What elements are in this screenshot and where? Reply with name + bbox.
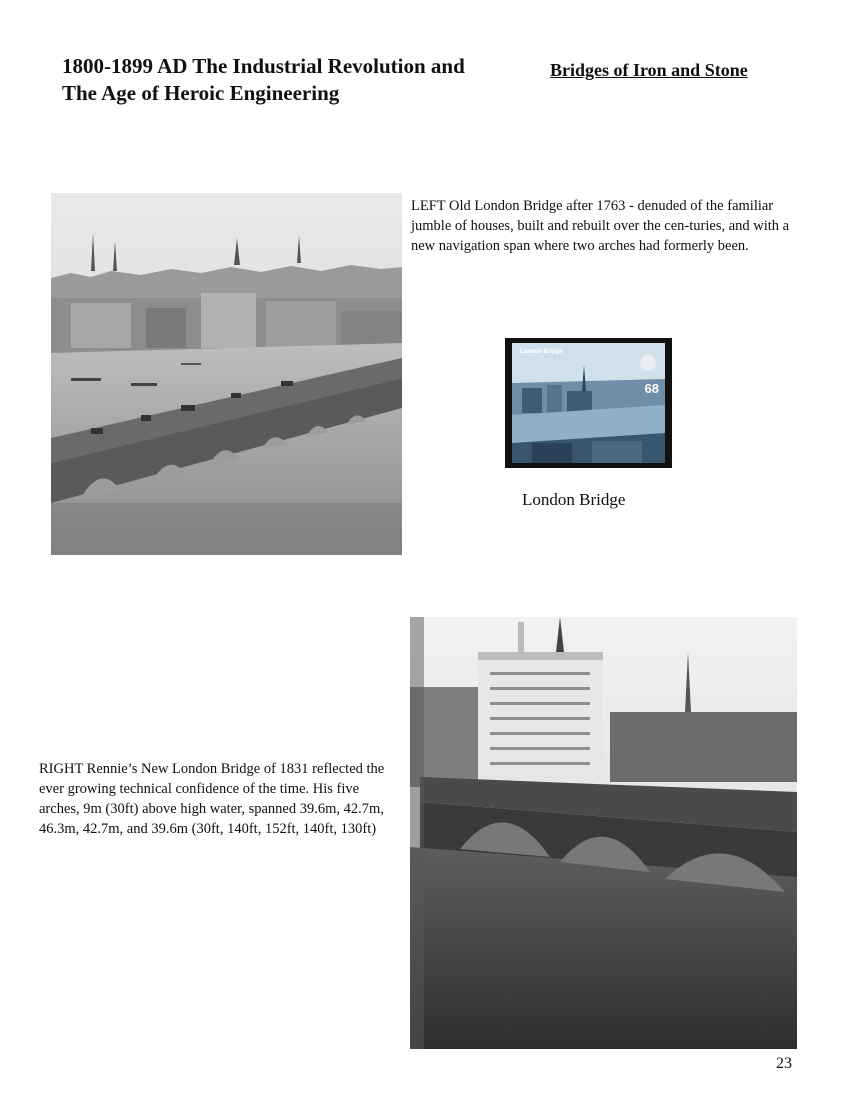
old-london-bridge-image <box>51 193 402 555</box>
title-line-2: The Age of Heroic Engineering <box>62 81 340 105</box>
page-title <box>62 53 522 107</box>
title-line-1: 1800-1899 AD The Industrial Revolution and <box>62 54 465 78</box>
page-number: 23 <box>776 1055 792 1072</box>
stamp-caption: London Bridge <box>522 490 626 509</box>
caption-new-bridge: RIGHT Rennie’s New London Bridge of 1831 reflected the ever growing technical confidence of the time. His five arches, 9m (30ft) above high water, spanned 39.6m, 42.7m, 46.3m, 42.7m, and 39.6m (30ft, 140ft, 152ft, 140ft, 130ft) <box>39 761 385 837</box>
section-heading: Bridges of Iron and Stone <box>550 60 748 80</box>
london-bridge-stamp <box>505 338 672 468</box>
stamp-value: 68 <box>644 381 659 396</box>
stamp-label: London Bridge <box>520 349 563 355</box>
new-london-bridge-image <box>410 617 797 1049</box>
caption-old-bridge: LEFT Old London Bridge after 1763 - denuded of the familiar jumble of houses, built and rebuilt over the cen-turies, and with a new navigation span where two arches had formerly been. <box>411 198 790 254</box>
